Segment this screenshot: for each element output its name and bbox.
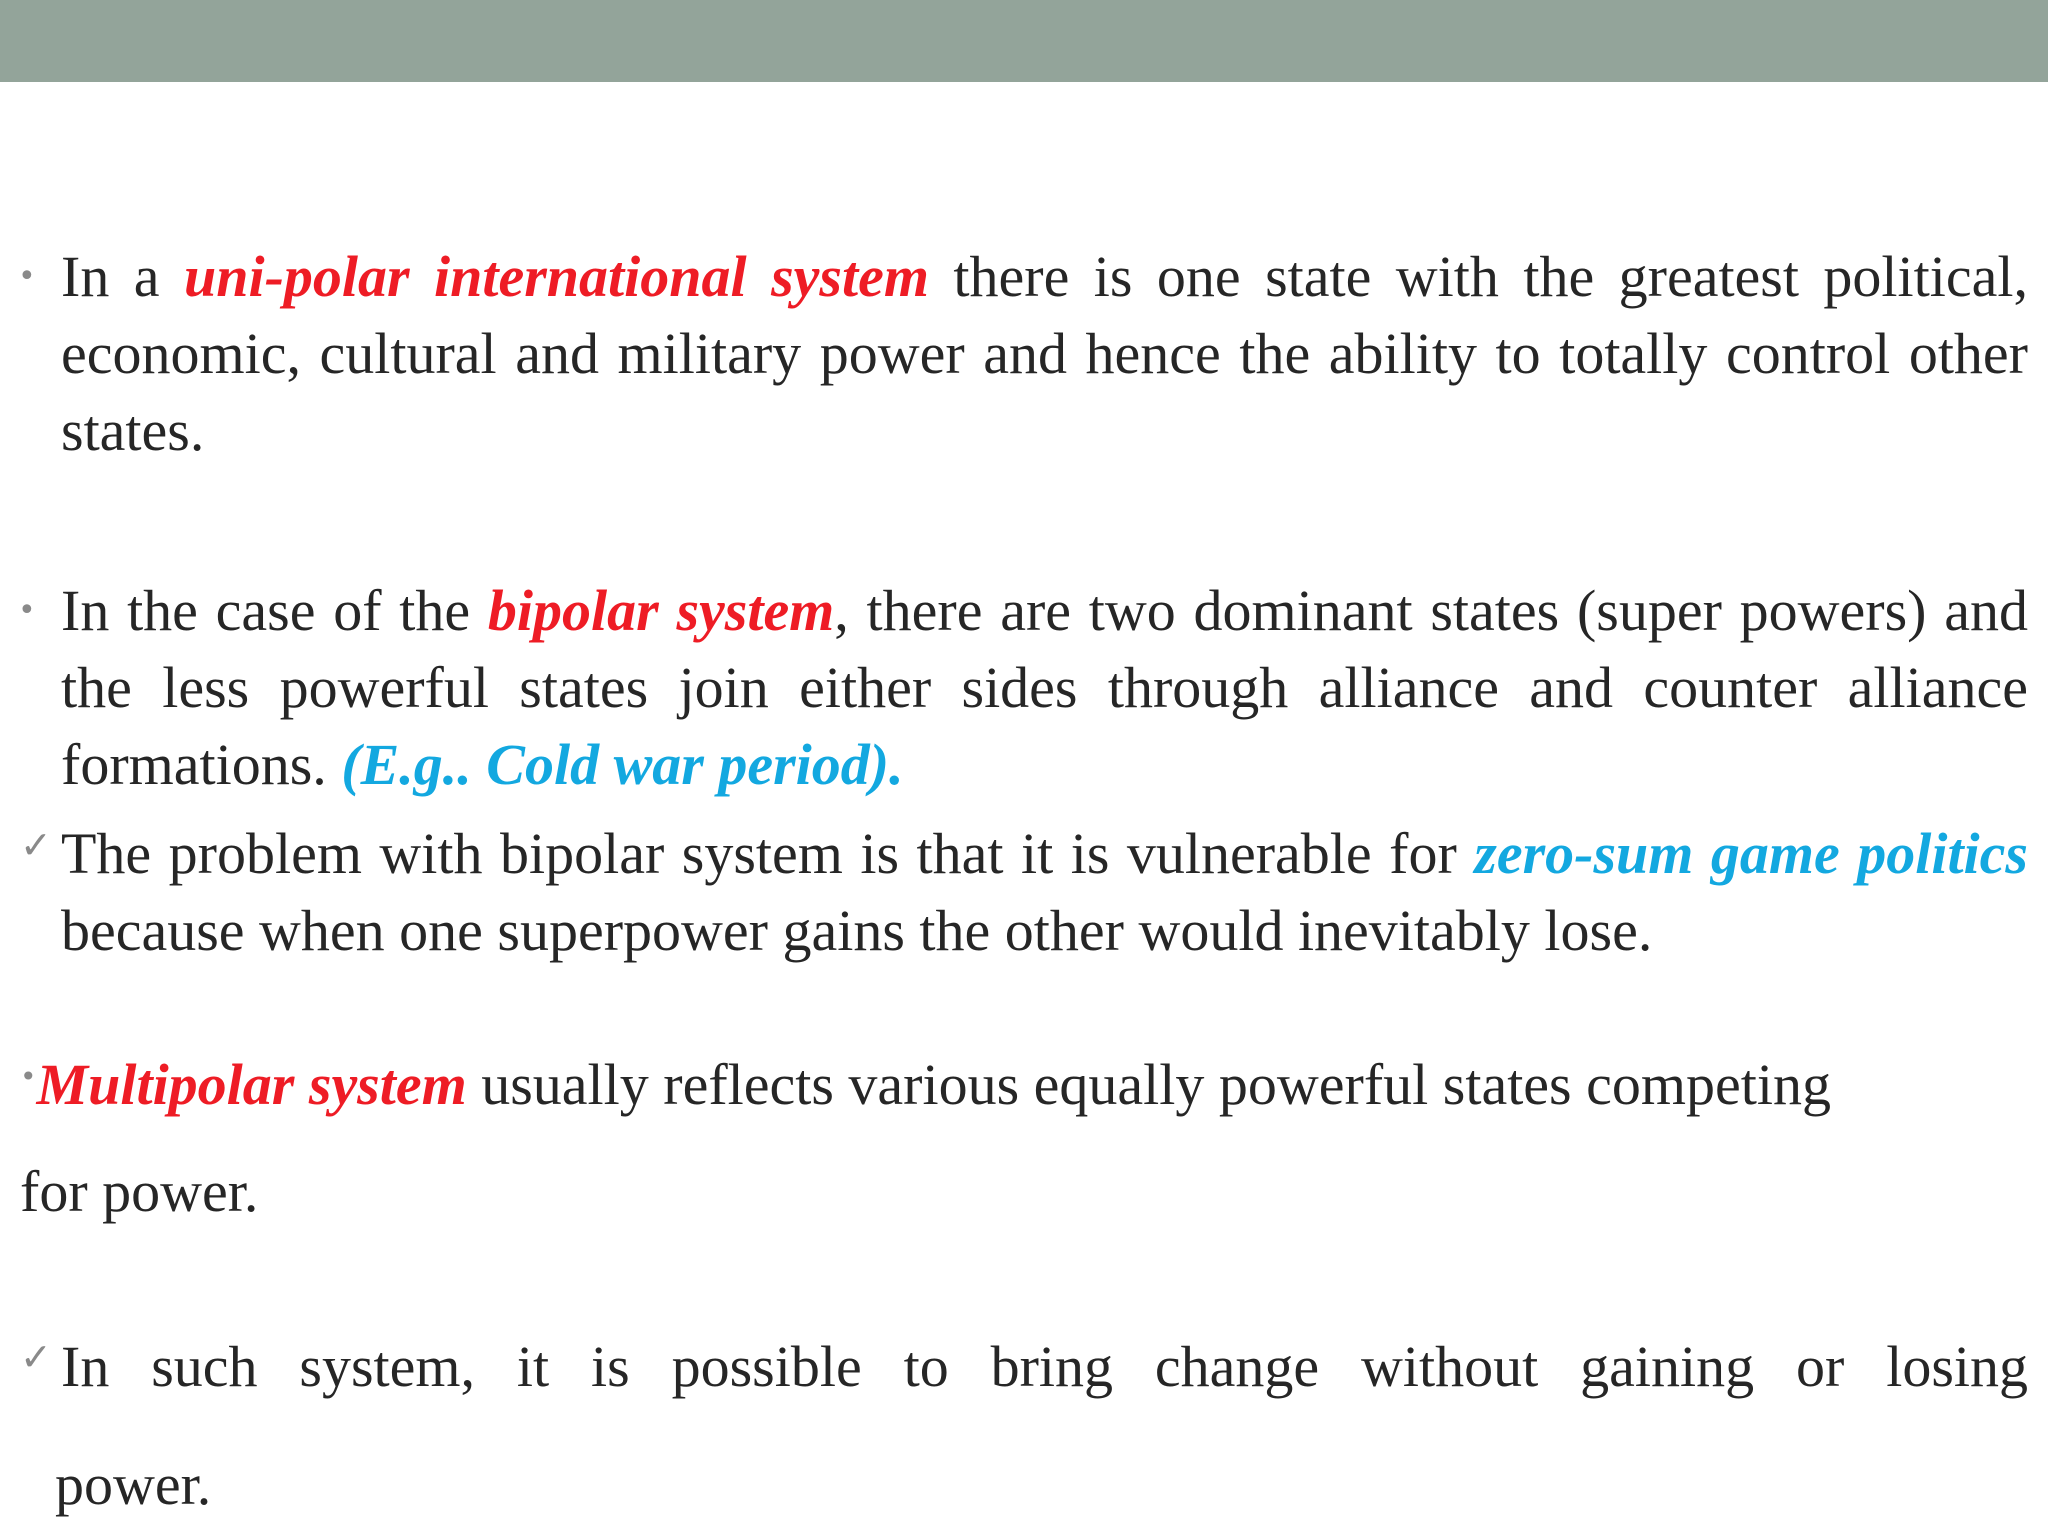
multipolar-term: Multipolar system bbox=[36, 1052, 467, 1117]
paragraph-unipolar bbox=[61, 238, 2028, 469]
unipolar-term: uni-polar international system bbox=[183, 244, 929, 309]
check-mark-icon: ✓ bbox=[20, 823, 52, 867]
check-mark-icon: ✓ bbox=[20, 1335, 52, 1379]
paragraph-change-line-1: In such system, it is possible to bring change without gaining or losing bbox=[61, 1334, 2028, 1399]
bullet-dot-icon: • bbox=[18, 259, 36, 294]
bullet-dot-icon: • bbox=[20, 1060, 37, 1093]
unipolar-description: there is one state with the greatest political, economic, cultural and military power and hence the ability to totally control other states. bbox=[61, 244, 2028, 463]
paragraph-change-line-2: power. bbox=[55, 1452, 212, 1517]
paragraph-zero-sum bbox=[61, 815, 2028, 969]
bipolar-description: , there are two dominant states (super powers) and the less powerful states join either sides through alliance and counter alliance formations. bbox=[61, 578, 2028, 797]
paragraph-multipolar-line-1 bbox=[20, 1038, 2030, 1123]
unipolar-intro-text: In a bbox=[61, 244, 184, 309]
zero-sum-intro-text: The problem with bipolar system is that it is vulnerable for bbox=[61, 821, 1475, 886]
bipolar-intro-text: In the case of the bbox=[61, 578, 488, 643]
bipolar-example: (E.g.. Cold war period). bbox=[341, 732, 904, 797]
bullet-dot-icon: • bbox=[18, 593, 36, 628]
header-bar bbox=[0, 0, 2048, 82]
paragraph-multipolar-line-2: for power. bbox=[20, 1159, 259, 1224]
paragraph-bipolar bbox=[61, 572, 2028, 803]
multipolar-description: usually reflects various equally powerful states competing bbox=[466, 1052, 1831, 1117]
zero-sum-term: zero-sum game politics bbox=[1474, 821, 2028, 886]
zero-sum-description: because when one superpower gains the other would inevitably lose. bbox=[61, 898, 1653, 963]
bipolar-term: bipolar system bbox=[487, 578, 835, 643]
